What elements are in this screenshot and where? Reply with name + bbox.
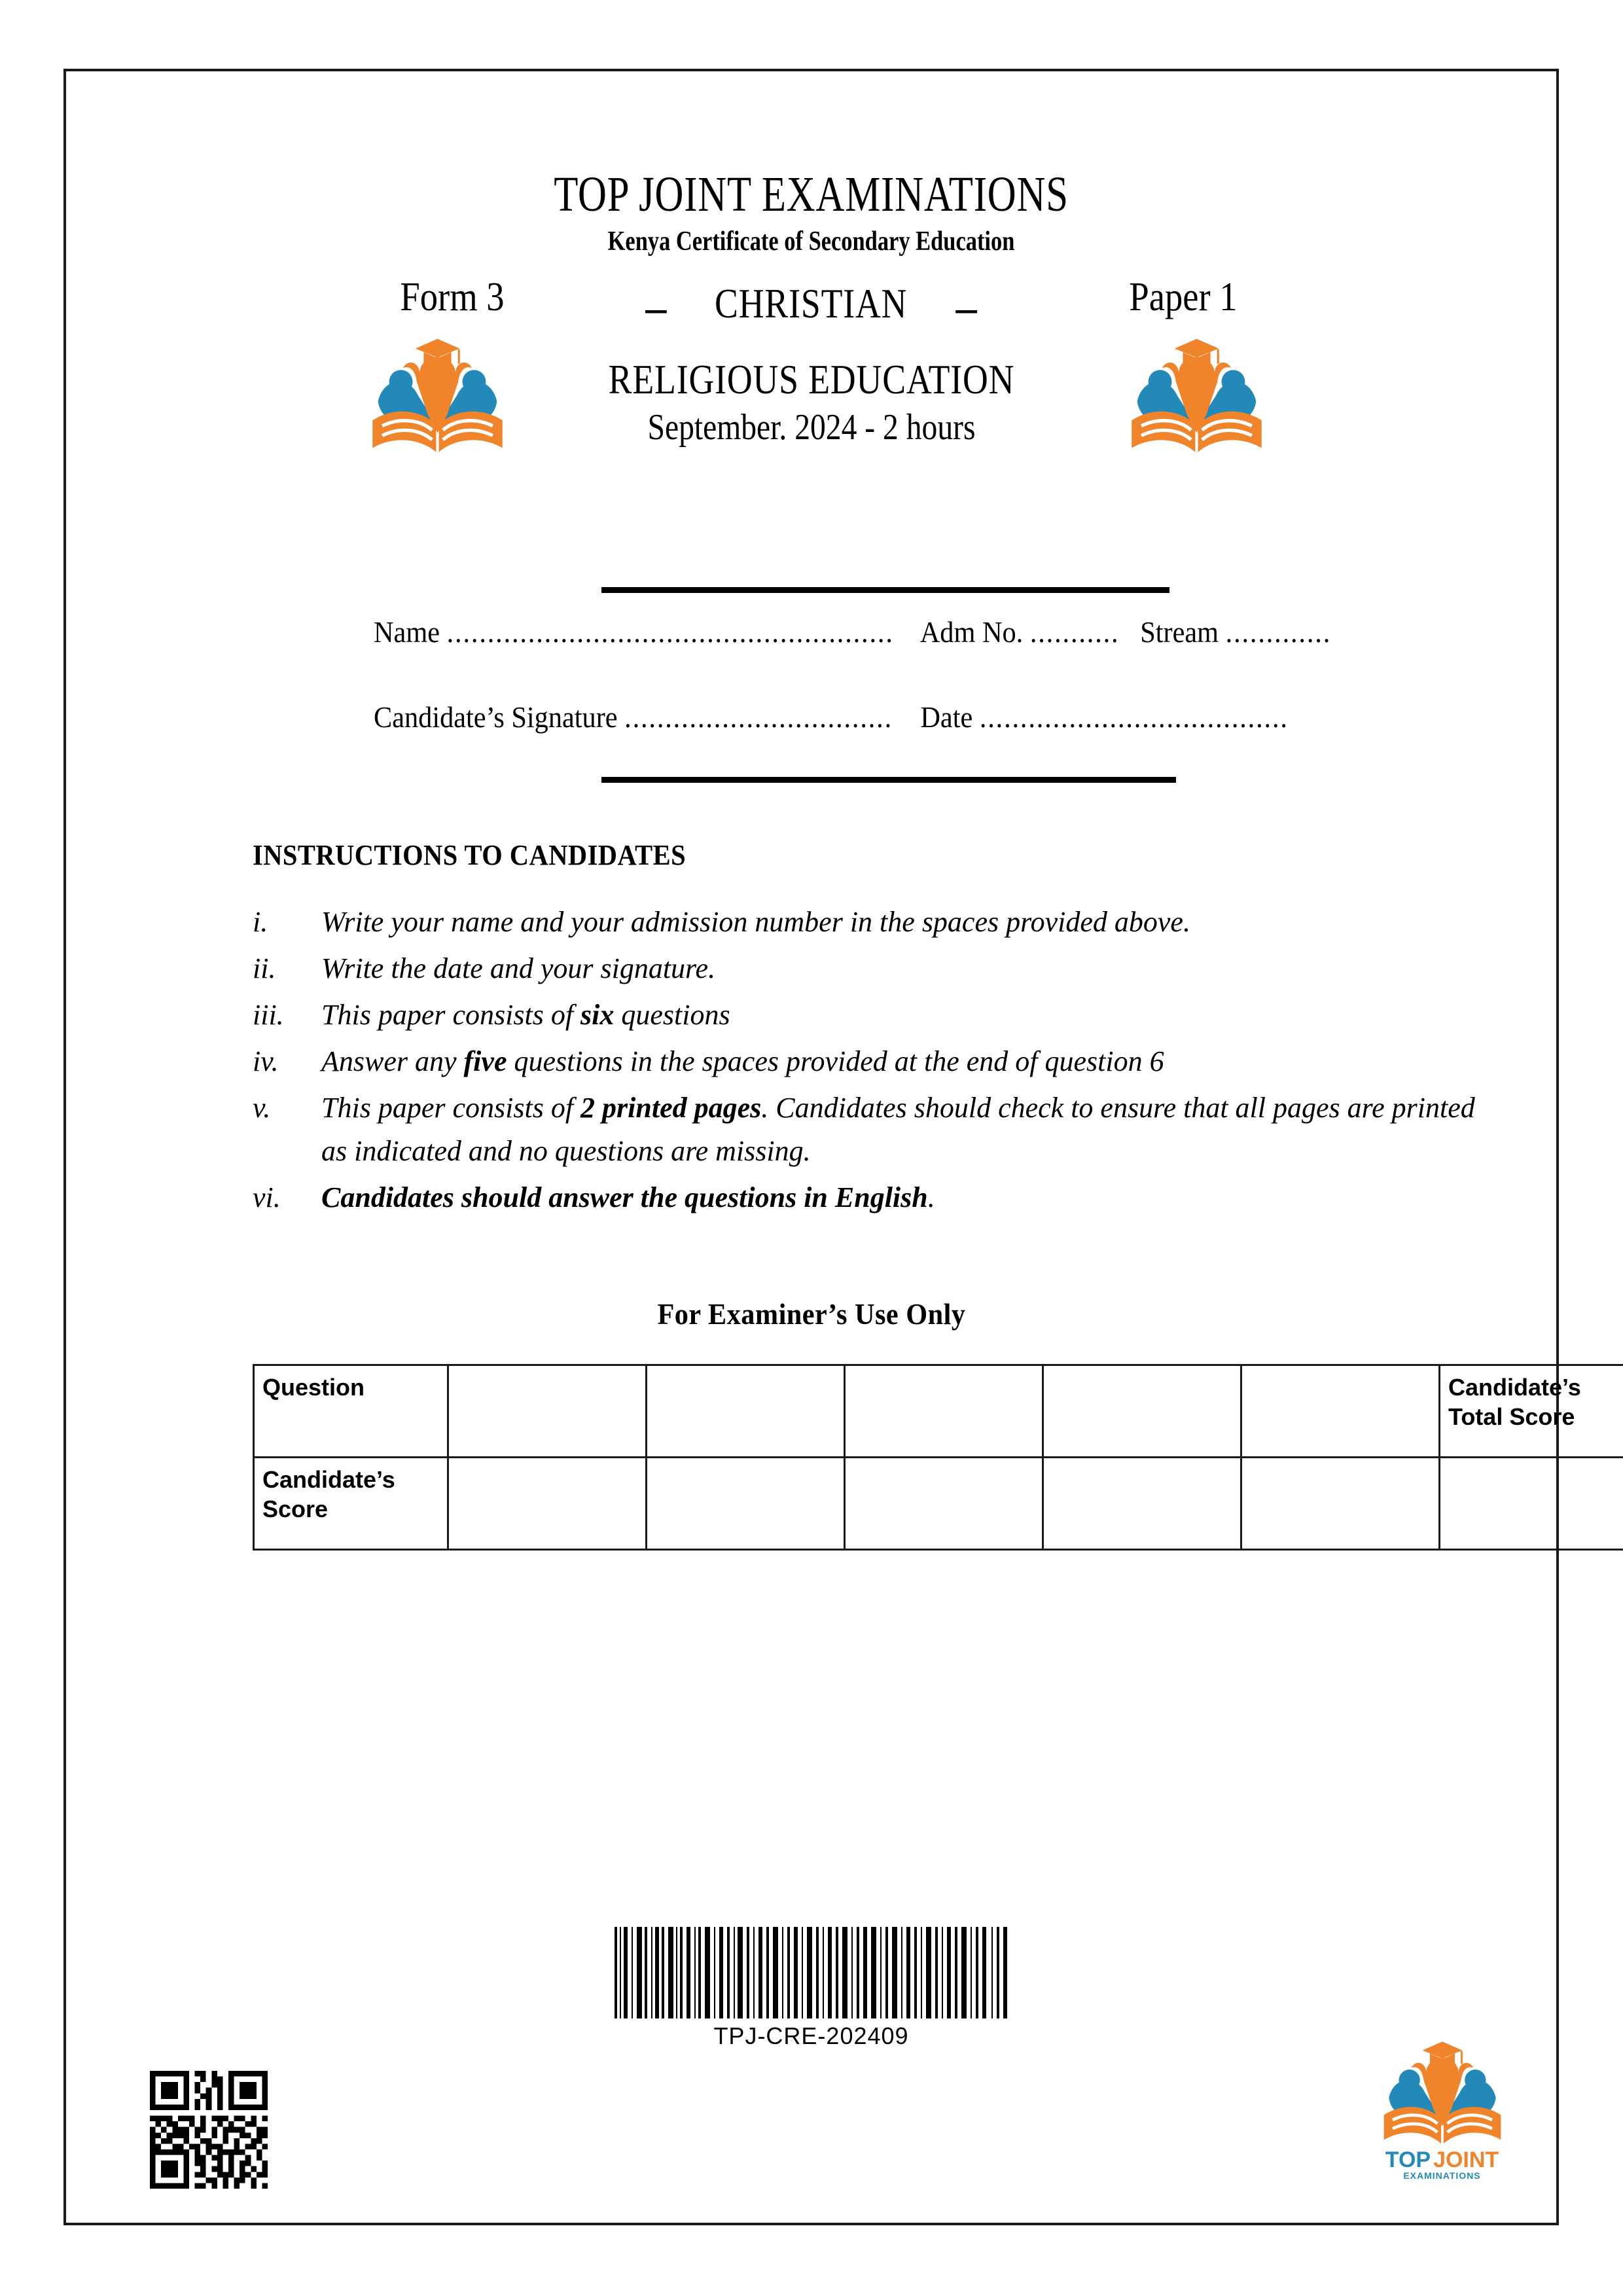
instruction-item xyxy=(253,947,1496,990)
table-row xyxy=(254,1458,1623,1550)
candidate-name-row xyxy=(374,615,1331,649)
instruction-item xyxy=(253,1176,1496,1219)
signature-input-line[interactable]: ................................. xyxy=(624,700,893,734)
examiner-score-table xyxy=(253,1364,1623,1551)
subject-row xyxy=(66,269,1556,465)
dash-left: – xyxy=(645,284,667,331)
date-label: Date xyxy=(920,700,973,734)
logo-mark xyxy=(1380,2032,1505,2146)
date-input-line[interactable]: ...................................... xyxy=(979,700,1289,734)
instructions-list xyxy=(253,901,1496,1219)
table-row-label: Question xyxy=(254,1365,448,1458)
table-cell[interactable] xyxy=(845,1458,1043,1550)
wordmark-sub: EXAMINATIONS xyxy=(1403,2170,1481,2181)
table-cell[interactable] xyxy=(647,1365,845,1458)
adm-no-label: Adm No. xyxy=(919,615,1024,649)
stream-label: Stream xyxy=(1140,615,1219,649)
total-score-header: Candidate’s Total Score xyxy=(1440,1365,1623,1458)
instructions-section xyxy=(253,838,1496,1223)
barcode xyxy=(612,1927,1011,2050)
instruction-number: v. xyxy=(253,1092,271,1124)
signature-label: Candidate’s Signature xyxy=(374,700,618,734)
total-score-cell[interactable] xyxy=(1440,1458,1623,1550)
dash-right: – xyxy=(955,284,977,331)
certificate-subtitle: Kenya Certificate of Secondary Education xyxy=(607,226,1015,257)
form-label: Form 3 xyxy=(400,275,505,319)
stream-input-line[interactable]: ............. xyxy=(1225,615,1332,649)
table-cell[interactable] xyxy=(448,1365,647,1458)
qr-code-icon xyxy=(150,2071,268,2189)
divider-top xyxy=(601,587,1169,593)
wordmark-joint: JOINT xyxy=(1433,2147,1499,2172)
instruction-item xyxy=(253,901,1496,943)
name-label: Name xyxy=(374,615,440,649)
instruction-text: Write the date and your signature. xyxy=(321,952,716,985)
subject-title xyxy=(419,279,1204,404)
table-cell[interactable] xyxy=(1241,1365,1440,1458)
instruction-number: ii. xyxy=(253,952,276,985)
name-input-line[interactable]: ....................................................... xyxy=(446,615,894,649)
instruction-text: This paper consists of six questions xyxy=(321,999,730,1031)
instructions-heading: INSTRUCTIONS TO CANDIDATES xyxy=(253,839,687,871)
instruction-number: i. xyxy=(253,906,268,938)
table-row xyxy=(254,1365,1623,1458)
barcode-icon xyxy=(612,1927,1011,2018)
instruction-text: This paper consists of 2 printed pages. Candidates should check to ensure that all pages are printed as indicated and no questions are missing. xyxy=(321,1092,1475,1167)
table-cell[interactable] xyxy=(1043,1365,1241,1458)
instruction-number: vi. xyxy=(253,1181,281,1213)
top-joint-logo-icon-footer xyxy=(1365,2032,1519,2195)
page-title: TOP JOINT EXAMINATIONS xyxy=(554,167,1069,222)
instruction-number: iii. xyxy=(253,999,284,1031)
instruction-item xyxy=(253,1040,1496,1083)
candidate-signature-row xyxy=(374,700,1289,734)
table-cell[interactable] xyxy=(845,1365,1043,1458)
instruction-item xyxy=(253,994,1496,1036)
session-line: September. 2024 - 2 hours xyxy=(647,407,976,448)
paper-label: Paper 1 xyxy=(1129,275,1238,319)
examiner-use-heading: For Examiner’s Use Only xyxy=(657,1297,965,1331)
divider-bottom xyxy=(601,777,1176,783)
instruction-item xyxy=(253,1086,1496,1172)
subject-line-1: CHRISTIAN xyxy=(715,280,908,327)
barcode-value: TPJ-CRE-202409 xyxy=(713,2022,909,2049)
exam-header xyxy=(66,167,1556,465)
subject-line-2: RELIGIOUS EDUCATION xyxy=(608,356,1014,403)
adm-no-input-line[interactable]: ........... xyxy=(1029,615,1120,649)
logo-wordmark xyxy=(1365,2147,1519,2181)
table-cell[interactable] xyxy=(1241,1458,1440,1550)
instruction-text: Write your name and your admission number in the spaces provided above. xyxy=(321,906,1190,938)
wordmark-top: TOP xyxy=(1385,2147,1431,2172)
table-row-label: Candidate’s Score xyxy=(254,1458,448,1550)
instruction-text: Candidates should answer the questions in English. xyxy=(321,1181,935,1213)
page-border xyxy=(63,69,1581,2225)
instruction-text: Answer any five questions in the spaces provided at the end of question 6 xyxy=(321,1045,1164,1078)
instruction-number: iv. xyxy=(253,1045,279,1078)
table-cell[interactable] xyxy=(647,1458,845,1550)
table-cell[interactable] xyxy=(1043,1458,1241,1550)
table-cell[interactable] xyxy=(448,1458,647,1550)
examiner-table-body xyxy=(254,1365,1623,1550)
